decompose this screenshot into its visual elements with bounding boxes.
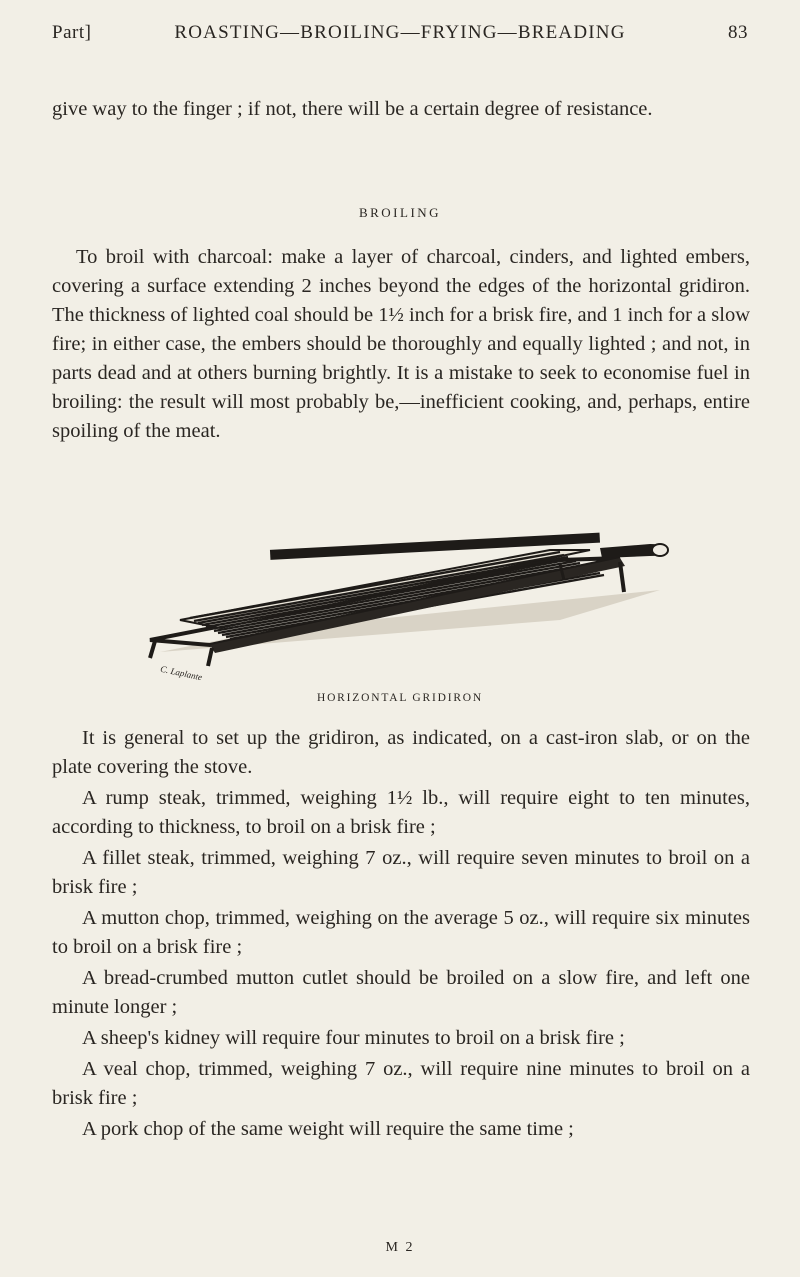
- figure-caption: HORIZONTAL GRIDIRON: [316, 692, 484, 704]
- instruction-line: A rump steak, trimmed, weighing 1½ lb., will require eight to ten minutes, according to thickness, to broil on a brisk fire ;: [52, 787, 750, 838]
- instruction-line: A sheep's kidney will require four minutes to broil on a brisk fire ;: [82, 1027, 625, 1049]
- instruction-line: A veal chop, trimmed, weighing 7 oz., will require nine minutes to broil on a brisk fire ;: [52, 1058, 750, 1109]
- instruction-line: A fillet steak, trimmed, weighing 7 oz., will require seven minutes to broil on a brisk fire ;: [52, 847, 750, 898]
- section-heading: BROILING: [358, 205, 442, 220]
- running-head: [52, 18, 748, 46]
- intro-text: [52, 95, 750, 124]
- instruction-line: A mutton chop, trimmed, weighing on the average 5 oz., will require six minutes to broil on a brisk fire ;: [52, 907, 750, 958]
- broiling-text: [52, 243, 750, 446]
- instruction-line: A pork chop of the same weight will require the same time ;: [82, 1118, 574, 1140]
- intro-paragraph: give way to the finger ; if not, there will be a certain degree of resistance.: [52, 98, 653, 120]
- page-number: 83: [728, 22, 748, 43]
- part-label: Part]: [52, 22, 92, 43]
- broiling-paragraph: To broil with charcoal: make a layer of charcoal, cinders, and lighted embers, covering a surface extending 2 inches beyond the edges of the horizontal gridiron. The thickness of lighted coal should be 1½ inch for a brisk fire, and 1 inch for a slow fire; in either case, the embers should be thoroughly and equally lighted ; and not, in parts dead and at others burning brightly. It is a mistake to seek to economise fuel in broiling: the result will most probably be,—inefficient cooking, and, perhaps, entire spoiling of the meat.: [52, 246, 750, 442]
- gridiron-illustration: [120, 520, 680, 670]
- instruction-line: A bread-crumbed mutton cutlet should be broiled on a slow fire, and left one minute longer ;: [52, 967, 750, 1018]
- running-title: ROASTING—BROILING—FRYING—BREADING: [174, 22, 626, 43]
- instruction-line: It is general to set up the gridiron, as indicated, on a cast-iron slab, or on the plate covering the stove.: [52, 727, 750, 778]
- gridiron-icon: [120, 520, 680, 670]
- broiling-times: [52, 724, 750, 1146]
- engraver-signature: C. Laplante: [159, 663, 204, 683]
- signature-mark: M 2: [385, 1240, 415, 1255]
